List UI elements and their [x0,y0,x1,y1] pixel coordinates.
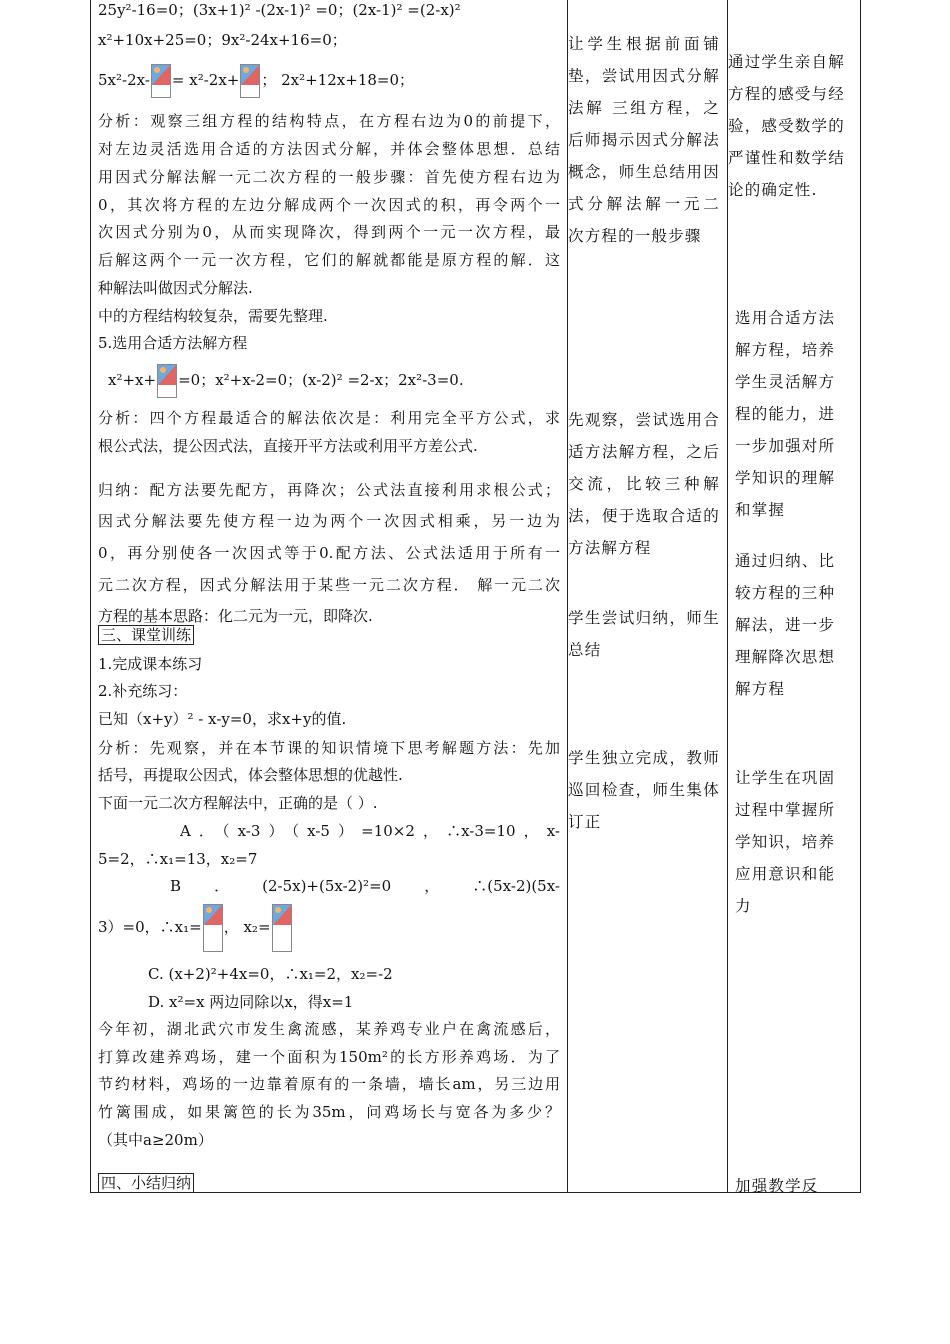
analysis-line: 对左边灵活选用合适的方法因式分解，并体会整体思想．总结 [98,140,560,158]
fraction-image-icon [240,64,260,98]
intent-line: 论的确定性. [728,181,818,199]
exercise-item: 2.补充练习： [98,682,188,700]
intent-line: 和掌握 [735,501,786,519]
equation-line: 25y²-16=0；(3x+1)² -(2x-1)² =0；(2x-1)² =(2-x)² [98,1,461,19]
activity-line: 学生尝试归纳，师生 [568,609,720,627]
activity-line: 法，便于选取合适的 [568,507,720,525]
analysis-line: 分析：观察三组方程的结构特点，在方程右边为0的前提下， [98,112,560,130]
equation-line [108,362,570,398]
activity-line: 后师揭示因式分解法 [568,131,720,149]
analysis-line: 种解法叫做因式分解法. [98,279,253,297]
word-problem-line: 竹篱围成，如果篱笆的长为35m，问鸡场长与宽各为多少？ [98,1103,560,1121]
option-a: A．（x-3）（x-5）=10×2，∴x-3=10，x- [180,822,560,840]
section-heading: 四、小结归纳 [98,1173,560,1193]
exercise-item: 1.完成课本练习 [98,655,203,673]
equation-line: x²+10x+25=0；9x²-24x+16=0； [98,31,347,49]
analysis-line: 0，其次将方程的左边分解成两个一次因式的积，再令两个一 [98,196,560,214]
equation-text: 3）=0，∴x₁= [98,918,202,936]
question-text: 下面一元二次方程解法中，正确的是（ ）. [98,794,378,812]
fraction-image-icon [157,364,177,398]
word-problem-line: 打算改建养鸡场，建一个面积为150m²的长方形养鸡场．为了 [98,1048,560,1066]
option-c: C. (x+2)²+4x=0，∴x₁=2，x₂=-2 [148,965,393,983]
equation-text: 5x²-2x- [98,71,150,89]
analysis-line: 括号，再提取公因式，体会整体思想的优越性. [98,766,403,784]
summary-line: 归纳：配方法要先配方，再降次；公式法直接利用求根公式； [98,481,560,499]
equation-text: =0；x²+x-2=0；(x-2)² =2-x；2x²-3=0. [178,371,464,389]
summary-line: 方程的基本思路：化二元为一元，即降次. [98,607,373,625]
column-divider [727,0,728,1193]
intent-line: 解方程，培养 [735,341,836,359]
activity-line: 适方法解方程，之后 [568,443,720,461]
activity-line: 次方程的一般步骤 [568,227,702,245]
exercise-item: 已知（x+y）² - x-y=0，求x+y的值. [98,710,347,728]
analysis-line: 后解这两个一元一次方程，它们的解就都能是原方程的解．这 [98,251,560,269]
intent-line: 较方程的三种 [735,584,836,602]
intent-line: 过程中掌握所 [735,801,836,819]
intent-line: 力 [735,897,752,915]
activity-line: 巡回检查，师生集体 [568,781,720,799]
summary-line: 0，再分别使各一次因式等于0.配方法、公式法适用于所有一 [98,544,560,562]
intent-line: 理解降次思想 [735,648,836,666]
option-b: B．(2-5x)+(5x-2)²=0，∴(5x-2)(5x- [170,877,560,895]
intent-line: 加强教学反 [735,1177,819,1195]
intent-line: 应用意识和能 [735,865,836,883]
option-d: D. x²=x 两边同除以x，得x=1 [148,993,354,1011]
activity-line: 式分解法解一元二 [568,195,720,213]
equation-text: = x²-2x+ [171,71,240,89]
intent-line: 程的能力，进 [735,405,836,423]
equation-text: ， x₂= [223,918,271,936]
summary-line: 因式分解法要先使方程一边为两个一次因式相乘，另一边为 [98,512,560,530]
analysis-line: 根公式法，提公因式法，直接开平方法或利用平方差公式. [98,437,478,455]
equation-line [98,62,560,98]
activity-line: 垫，尝试用因式分解 [568,67,720,85]
fraction-image-icon [203,904,223,952]
analysis-line: 分析：四个方程最适合的解法依次是：利用完全平方公式，求 [98,409,560,427]
option-b [98,903,560,952]
activity-line: 订正 [568,813,602,831]
step-heading: 5.选用合适方法解方程 [98,334,248,352]
intent-line: 验，感受数学的 [728,117,845,135]
intent-line: 解方程 [735,680,786,698]
activity-line: 总结 [568,641,602,659]
activity-line: 方法解方程 [568,539,652,557]
text-line: 中的方程结构较复杂，需要先整理. [98,307,328,325]
analysis-line: 次因式分别为0，从而实现降次，得到两个一元一次方程，最 [98,223,560,241]
option-a: 5=2，∴x₁=13，x₂=7 [98,850,258,868]
intent-line: 让学生在巩固 [735,769,836,787]
equation-text: ； 2x²+12x+18=0； [261,71,415,89]
intent-line: 通过归纳、比 [735,552,836,570]
intent-line: 通过学生亲自解 [728,53,845,71]
word-problem-line: 今年初，湖北武穴市发生禽流感，某养鸡专业户在禽流感后， [98,1020,560,1038]
activity-line: 让学生根据前面铺 [568,35,720,53]
equation-text: x²+x+ [108,371,157,389]
activity-line: 概念，师生总结用因 [568,163,720,181]
intent-line: 方程的感受与经 [728,85,845,103]
intent-line: 学知识，培养 [735,833,836,851]
section-heading: 三、课堂训练 [98,625,560,645]
intent-line: 学生灵活解方 [735,373,836,391]
activity-line: 交流，比较三种解 [568,475,720,493]
intent-line: 一步加强对所 [735,437,836,455]
analysis-line: 用因式分解法解一元二次方程的一般步骤：首先使方程右边为 [98,168,560,186]
analysis-line: 分析：先观察，并在本节课的知识情境下思考解题方法：先加 [98,739,560,757]
activity-line: 学生独立完成，教师 [568,749,720,767]
intent-line: 选用合适方法 [735,309,836,327]
intent-line: 严谨性和数学结 [728,149,845,167]
intent-line: 解法，进一步 [735,616,836,634]
summary-line: 元二次方程，因式分解法用于某些一元二次方程． 解一元二次 [98,576,560,594]
word-problem-line: 节约材料，鸡场的一边靠着原有的一条墙，墙长am，另三边用 [98,1075,560,1093]
activity-line: 法解 三组方程，之 [568,99,720,117]
fraction-image-icon [151,64,171,98]
intent-line: 学知识的理解 [735,469,836,487]
word-problem-line: （其中a≥20m） [98,1131,213,1149]
fraction-image-icon [272,904,292,952]
activity-line: 先观察，尝试选用合 [568,411,720,429]
